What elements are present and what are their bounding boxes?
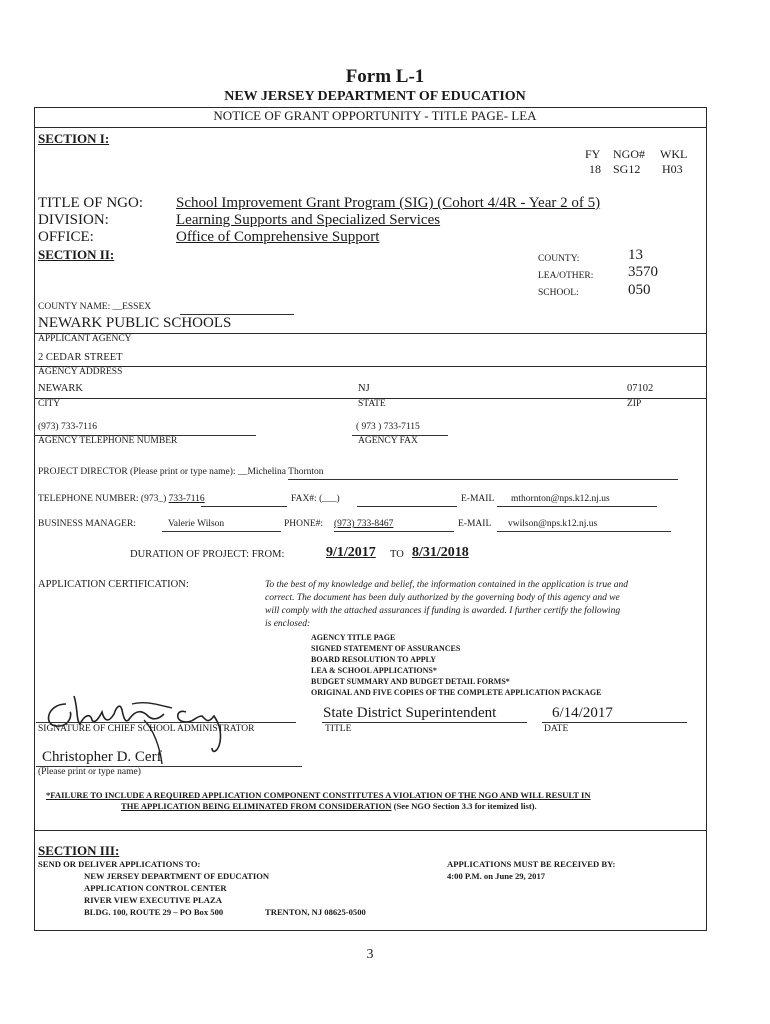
city-label: CITY xyxy=(38,399,61,409)
bm-email-label: E-MAIL xyxy=(458,519,492,529)
certification-label: APPLICATION CERTIFICATION: xyxy=(38,579,189,590)
frame-subtitle-divider xyxy=(34,127,707,128)
ngo-value: SG12 xyxy=(613,162,641,176)
address-line-2: APPLICATION CONTROL CENTER xyxy=(84,883,227,893)
duration-to-label: TO xyxy=(390,549,404,560)
warning-line-2: THE APPLICATION BEING ELIMINATED FROM CONSIDERATION (See NGO Section 3.3 for itemized list). xyxy=(121,801,537,811)
address-line xyxy=(34,366,707,367)
project-director-label: PROJECT DIRECTOR (Please print or type name): __Michelina Thornton xyxy=(38,467,324,477)
address-line-4: BLDG. 100, ROUTE 29 – PO Box 500 xyxy=(84,907,224,917)
ngo-label: NGO# xyxy=(613,147,645,161)
enclosure-item: BUDGET SUMMARY AND BUDGET DETAIL FORMS* xyxy=(311,677,510,686)
frame-bottom xyxy=(34,930,707,931)
enclosure-item: ORIGINAL AND FIVE COPIES OF THE COMPLETE APPLICATION PACKAGE xyxy=(311,688,602,697)
county-label: COUNTY: xyxy=(538,254,580,264)
title-of-ngo-label: TITLE OF NGO: xyxy=(38,195,143,211)
phone-label: AGENCY TELEPHONE NUMBER xyxy=(38,436,178,446)
lea-label: LEA/OTHER: xyxy=(538,271,594,281)
address-label: AGENCY ADDRESS xyxy=(38,367,123,377)
frame-left xyxy=(34,107,35,931)
signature-label: SIGNATURE OF CHIEF SCHOOL ADMINISTRATOR xyxy=(38,724,255,734)
bm-phone-value: (973) 733-8467 xyxy=(334,519,394,529)
printed-name-label: (Please print or type name) xyxy=(38,767,141,777)
fy-label: FY xyxy=(585,147,601,161)
office-label: OFFICE: xyxy=(38,229,94,245)
page-number: 3 xyxy=(366,947,374,962)
title-of-ngo-value: School Improvement Grant Program (SIG) (Cohort 4/4R - Year 2 of 5) xyxy=(176,195,601,211)
business-manager-label: BUSINESS MANAGER: xyxy=(38,519,136,529)
warning-line-1: *FAILURE TO INCLUDE A REQUIRED APPLICATION COMPONENT CONSTITUTES A VIOLATION OF THE NGO AND WILL RESULT IN xyxy=(46,790,591,800)
address-value: 2 CEDAR STREET xyxy=(38,352,123,363)
section-3-divider xyxy=(34,830,707,831)
division-value: Learning Supports and Specialized Services xyxy=(176,212,441,228)
enclosure-item: LEA & SCHOOL APPLICATIONS* xyxy=(311,666,437,675)
address-city: TRENTON, NJ 08625-0500 xyxy=(265,907,366,917)
school-label: SCHOOL: xyxy=(538,288,579,298)
signed-date-value: 6/14/2017 xyxy=(552,705,613,721)
deadline-label: APPLICATIONS MUST BE RECEIVED BY: xyxy=(447,859,616,869)
signer-title-value: State District Superintendent xyxy=(323,705,497,721)
school-value: 050 xyxy=(628,282,651,298)
address-line-1: NEW JERSEY DEPARTMENT OF EDUCATION xyxy=(84,871,270,881)
faxnum-label: FAX#: (___) xyxy=(291,494,340,504)
department-title: NEW JERSEY DEPARTMENT OF EDUCATION xyxy=(224,89,526,104)
agency-name-line xyxy=(34,333,707,334)
division-label: DIVISION: xyxy=(38,212,109,228)
section-3-heading: SECTION III: xyxy=(38,843,120,858)
deadline-value: 4:00 P.M. on June 29, 2017 xyxy=(447,871,546,881)
title-line xyxy=(322,722,527,723)
county-value: 13 xyxy=(628,247,643,263)
enclosure-item: SIGNED STATEMENT OF ASSURANCES xyxy=(311,644,461,653)
date-label: DATE xyxy=(544,724,569,734)
certification-text-3: will comply with the attached assurances if funding is awarded. I further certify the following xyxy=(265,606,621,616)
office-value: Office of Comprehensive Support xyxy=(176,229,380,245)
email-line xyxy=(497,506,657,507)
applicant-agency-label: APPLICANT AGENCY xyxy=(38,334,132,344)
project-director-value: Michelina Thornton xyxy=(247,467,324,477)
enclosure-item: AGENCY TITLE PAGE xyxy=(311,633,396,642)
county-name-label: COUNTY NAME: __ESSEX xyxy=(38,302,152,312)
state-label: STATE xyxy=(358,399,386,409)
fax-value: ( 973 ) 733-7115 xyxy=(356,422,420,432)
form-title: Form L-1 xyxy=(345,66,425,87)
duration-label: DURATION OF PROJECT: FROM: xyxy=(130,549,285,560)
phone-value: (973) 733-7116 xyxy=(38,422,98,432)
certification-text-2: correct. The document has been duly authorized by the governing body of this agency and we xyxy=(265,593,620,603)
bm-phone-line xyxy=(334,531,454,532)
zip-value: 07102 xyxy=(627,383,654,394)
send-label: SEND OR DELIVER APPLICATIONS TO: xyxy=(38,859,201,869)
agency-name: NEWARK PUBLIC SCHOOLS xyxy=(38,315,232,331)
wkl-value: H03 xyxy=(662,162,683,176)
email-value: mthornton@nps.k12.nj.us xyxy=(511,494,610,504)
bm-phone-label: PHONE#: xyxy=(284,519,324,529)
fy-value: 18 xyxy=(589,162,601,176)
business-manager-value: Valerie Wilson xyxy=(168,519,225,529)
section-2-heading: SECTION II: xyxy=(38,247,115,262)
duration-from: 9/1/2017 xyxy=(326,545,376,560)
date-line xyxy=(542,722,687,723)
frame-top xyxy=(34,107,707,108)
form-subtitle: NOTICE OF GRANT OPPORTUNITY - TITLE PAGE- LEA xyxy=(213,108,537,123)
bm-email-line xyxy=(497,531,671,532)
frame-right xyxy=(706,107,707,931)
zip-label: ZIP xyxy=(627,399,642,409)
business-manager-line xyxy=(162,531,281,532)
project-director-line xyxy=(288,479,678,480)
title-label: TITLE xyxy=(325,724,352,734)
faxnum-line xyxy=(357,506,457,507)
bm-email-value: vwilson@nps.k12.nj.us xyxy=(508,519,598,529)
signature-line xyxy=(36,722,296,723)
printed-name-value: Christopher D. Cerf xyxy=(42,749,162,765)
telephone-label: TELEPHONE NUMBER: (973_) 733-7116 xyxy=(38,494,205,504)
state-value: NJ xyxy=(358,383,370,394)
enclosure-item: BOARD RESOLUTION TO APPLY xyxy=(311,655,436,664)
duration-to: 8/31/2018 xyxy=(412,545,469,560)
address-line-3: RIVER VIEW EXECUTIVE PLAZA xyxy=(84,895,222,905)
section-1-heading: SECTION I: xyxy=(38,131,110,146)
fax-label: AGENCY FAX xyxy=(358,436,418,446)
county-name-value: ESSEX xyxy=(122,302,152,312)
city-value: NEWARK xyxy=(38,383,83,394)
wkl-label: WKL xyxy=(660,147,688,161)
email-label: E-MAIL xyxy=(461,494,495,504)
telephone-line xyxy=(201,506,287,507)
telephone-value: 733-7116 xyxy=(168,494,205,504)
certification-text-4: is enclosed: xyxy=(265,619,311,629)
certification-text-1: To the best of my knowledge and belief, the information contained in the application is true and xyxy=(265,580,628,590)
lea-value: 3570 xyxy=(628,264,658,280)
